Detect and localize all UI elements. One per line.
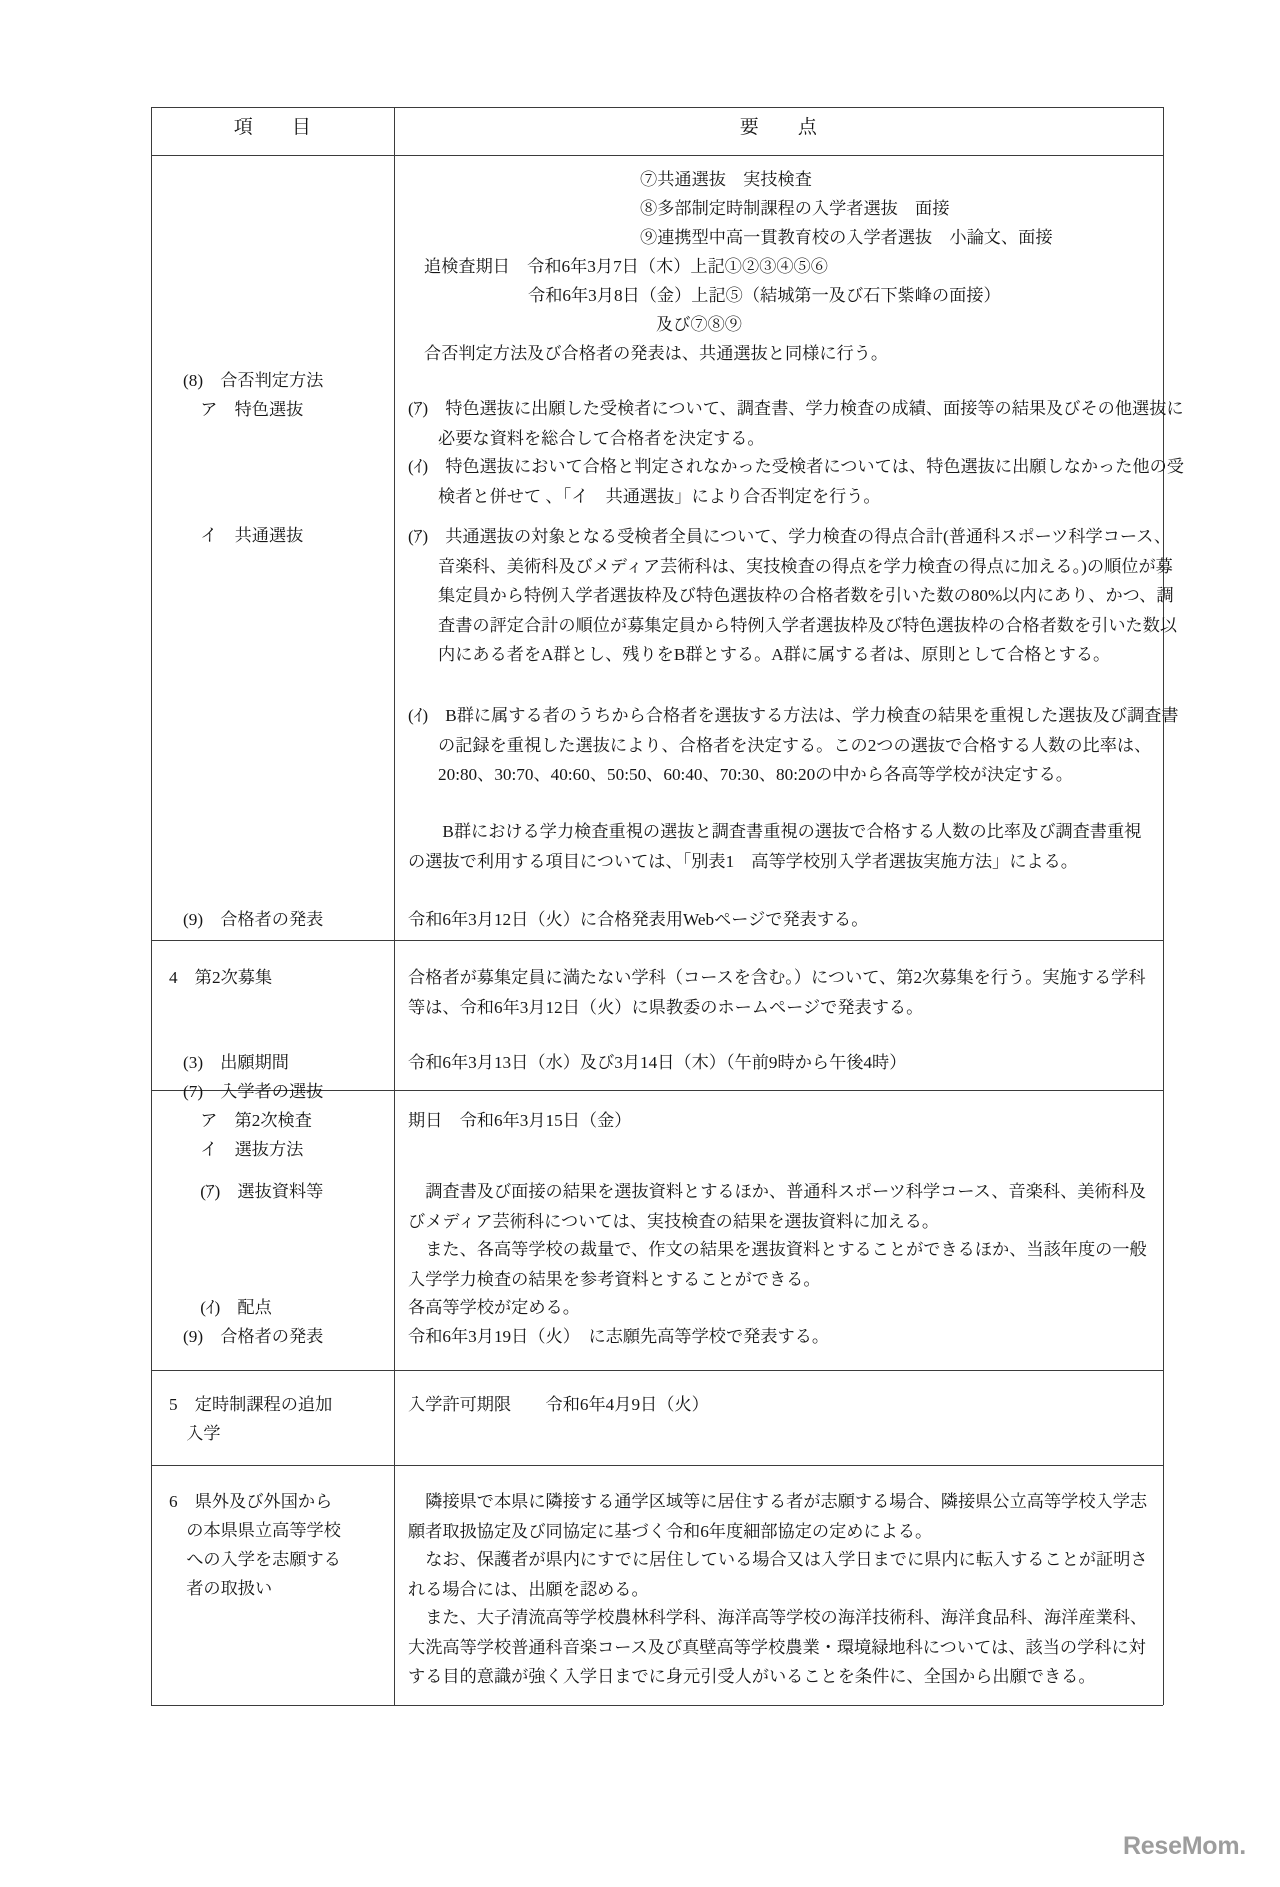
- row-label-tokushoku-senbatsu: ア 特色選抜: [183, 400, 304, 419]
- row-label-kengai-2: の本県県立高等学校: [169, 1521, 341, 1540]
- body-line-tabusei: ⑧多部制定時制課程の入学者選抜 面接: [640, 199, 950, 218]
- row-label-gokakusha-happyo-1: (9) 合格者の発表: [183, 910, 324, 929]
- paragraph-bgun-hiritsu: B群における学力検査重視の選抜と調査書重視の選抜で合格する人数の比率及び調査書重視の選抜で利用する項目については、「別表1 高等学校別入学者選抜実施方法」による。: [408, 822, 1142, 871]
- row-label-gohi-hantei: (8) 合否判定方法: [183, 371, 324, 390]
- row-separator: [151, 1370, 1163, 1371]
- body-line-gohi-happyo: 合否判定方法及び合格者の発表は、共通選抜と同様に行う。: [424, 344, 889, 363]
- row-label-dai2ji-kensa: ア 第2次検査: [183, 1111, 312, 1130]
- paragraph-kengai-1: 隣接県で本県に隣接する通学区域等に居住する者が志願する場合、隣接県公立高等学校入学志願者取扱協定及び同協定に基づく令和6年度細部協定の定めによる。: [408, 1492, 1148, 1541]
- row-label-senbatsu-hoho: イ 選抜方法: [183, 1140, 304, 1159]
- paragraph-senbatsu-shiryo-2: また、各高等学校の裁量で、作文の結果を選抜資料とすることができるほか、当該年度の一般入学学力検査の結果を参考資料とすることができる。: [408, 1240, 1147, 1289]
- row-label-gokakusha-happyo-2: (9) 合格者の発表: [183, 1327, 324, 1346]
- row-label-kyotsu-senbatsu: イ 共通選抜: [183, 526, 304, 545]
- column-header-item: 項 目: [233, 117, 312, 138]
- watermark-resemom: [1123, 1832, 1246, 1861]
- paragraph-teijisei-tsuika: 入学許可期限 令和6年4月9日（火）: [408, 1395, 709, 1414]
- paragraph-dai2ji-kensa-date: 期日 令和6年3月15日（金）: [408, 1111, 632, 1130]
- paragraph-kyotsu-a: (ｱ) 共通選抜の対象となる受検者全員について、学力検査の得点合計(普通科スポーツ科学コース、音楽科、美術科及びメディア芸術科は、実技検査の得点を学力検査の得点に加える。)の順位が募集定員から特例入学者選抜枠及び特色選抜枠の合格者数を引いた数の80%以内にあり、かつ、調査書の評定合計の順位が募集定員から特例入学者選抜枠及び特色選抜枠の合格者数を引いた数以内にある者をA群とし、残りをB群とする。A群に属する者は、原則として合格とする。: [408, 527, 1178, 665]
- column-header-point: 要 点: [739, 117, 818, 138]
- paragraph-kengai-3: また、大子清流高等学校農林科学科、海洋高等学校の海洋技術科、海洋食品科、海洋産業科、大洗高等学校普通科音楽コース及び真壁高等学校農業・環境緑地科については、該当の学科に対する目的意識が強く入学日までに身元引受人がいることを条件に、全国から出願できる。: [408, 1608, 1148, 1687]
- table-border-bottom: [151, 1705, 1163, 1706]
- paragraph-tokushoku-i: (ｲ) 特色選抜において合格と判定されなかった受検者については、特色選抜に出願しなかった他の受検者と併せて 、「イ 共通選抜」により合否判定を行う。: [408, 457, 1184, 506]
- row-label-haiten: (ｲ) 配点: [183, 1298, 272, 1317]
- paragraph-shutsugan-kikan: 令和6年3月13日（水）及び3月14日（木）（午前9時から午後4時）: [408, 1053, 907, 1072]
- row-label-kengai-3: への入学を志願する: [169, 1550, 341, 1569]
- row-label-shutsugan-kikan: (3) 出願期間: [183, 1053, 289, 1072]
- row-separator: [151, 1465, 1163, 1466]
- row-label-teijisei-tsuika-2: 入学: [169, 1424, 221, 1443]
- row-label-kengai-4: 者の取扱い: [169, 1579, 273, 1598]
- body-line-tsuikensa-0308: 令和6年3月8日（金）上記⑤（結城第一及び石下紫峰の面接）: [528, 286, 1001, 305]
- body-line-oyobi-789: 及び⑦⑧⑨: [656, 315, 742, 334]
- paragraph-kengai-2: なお、保護者が県内にすでに居住している場合又は入学日までに県内に転入することが証明される場合には、出願を認める。: [408, 1550, 1148, 1599]
- body-line-renkeigata: ⑨連携型中高一貫教育校の入学者選抜 小論文、面接: [640, 228, 1053, 247]
- watermark-text: ReseMom.: [1122, 1832, 1246, 1860]
- row-separator: [151, 940, 1163, 941]
- table-header-rule: [151, 155, 1163, 156]
- table-border-top: [151, 107, 1163, 108]
- row-label-senbatsu-shiryo: (ｱ) 選抜資料等: [183, 1182, 324, 1201]
- body-line-kyotsu-jitsugi: ⑦共通選抜 実技検査: [640, 170, 812, 189]
- paragraph-gokakusha-happyo-1: 令和6年3月12日（火）に合格発表用Webページで発表する。: [408, 910, 869, 929]
- row-label-teijisei-tsuika-1: 5 定時制課程の追加: [169, 1395, 333, 1414]
- row-label-nyugakusha-senbatsu: (7) 入学者の選抜: [183, 1082, 324, 1101]
- paragraph-tokushoku-a: (ｱ) 特色選抜に出願した受検者について、調査書、学力検査の成績、面接等の結果及びその他選抜に必要な資料を総合して合格者を決定する。: [408, 399, 1184, 448]
- row-label-kengai-1: 6 県外及び外国から: [169, 1492, 333, 1511]
- paragraph-gokakusha-happyo-2: 令和6年3月19日（火） に志願先高等学校で発表する。: [408, 1327, 830, 1346]
- paragraph-dai2ji-boshu: 合格者が募集定員に満たない学科（コースを含む。）について、第2次募集を行う。実施する学科等は、令和6年3月12日（火）に県教委のホームページで発表する。: [408, 968, 1146, 1017]
- body-line-tsuikensa-kijitsu: 追検査期日 令和6年3月7日（木）上記①②③④⑤⑥: [424, 257, 828, 276]
- row-label-dai2ji-boshu: 4 第2次募集: [169, 968, 273, 987]
- paragraph-senbatsu-shiryo-1: 調査書及び面接の結果を選抜資料とするほか、普通科スポーツ科学コース、音楽科、美術科及びメディア芸術科については、実技検査の結果を選抜資料に加える。: [408, 1182, 1147, 1231]
- paragraph-haiten: 各高等学校が定める。: [408, 1298, 580, 1317]
- paragraph-kyotsu-i: (ｲ) B群に属する者のうちから合格者を選抜する方法は、学力検査の結果を重視した選抜及び調査書の記録を重視した選抜により、合格者を決定する。この2つの選抜で合格する人数の比率は、20:80、30:70、40:60、50:50、60:40、70:30、80:20の中から各高等学校が決定する。: [408, 706, 1179, 785]
